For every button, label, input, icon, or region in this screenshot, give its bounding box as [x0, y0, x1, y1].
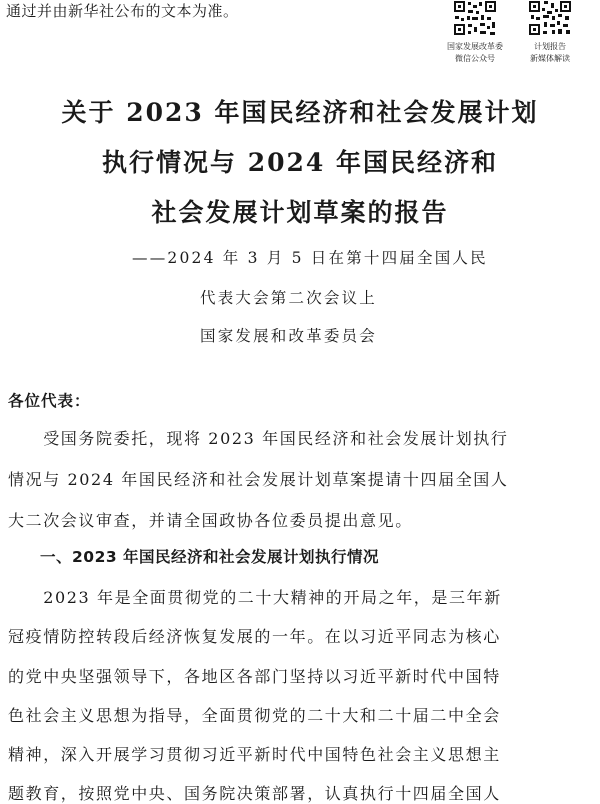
report-title-line: 关于 2023 年国民经济和社会发展计划 [61, 98, 539, 127]
report-subtitle-line: 代表大会第二次会议上 [200, 289, 378, 307]
section-paragraph-line: 题教育，按照党中央、国务院决策部署，认真执行十四届全国人 [8, 784, 501, 803]
intro-paragraph-line: 受国务院委托，现将 2023 年国民经济和社会发展计划执行 [8, 429, 509, 448]
report-subtitle-line: ——2024 年 3 月 5 日在第十四届全国人民 [132, 249, 488, 267]
intro-paragraph-line: 大二次会议审查，并请全国政协各位委员提出意见。 [8, 511, 413, 530]
qr-caption-line: 计划报告 [534, 42, 566, 51]
section-paragraph-line: 精神，深入开展学习贯彻习近平新时代中国特色社会主义思想主 [8, 745, 501, 764]
qr-caption-line: 新媒体解读 [530, 54, 570, 63]
section-paragraph-line: 色社会主义思想为指导，全面贯彻党的二十大和二十届二中全会 [8, 706, 501, 725]
qr-code-icon [528, 0, 572, 36]
section-paragraph-line: 的党中央坚强领导下，各地区各部门坚持以习近平新时代中国特 [8, 667, 501, 686]
greeting: 各位代表： [8, 392, 91, 410]
qr-caption-line: 微信公众号 [455, 54, 495, 63]
qr-caption-line: 国家发展改革委 [447, 42, 503, 51]
report-issuer: 国家发展和改革委员会 [200, 327, 378, 345]
top-note: 通过并由新华社公布的文本为准。 [6, 2, 239, 20]
section-heading: 一、2023 年国民经济和社会发展计划执行情况 [40, 548, 380, 566]
qr-code-icon [453, 0, 497, 36]
report-title-line: 执行情况与 2024 年国民经济和 [102, 148, 498, 177]
qr-block-ndrc-wechat [443, 0, 507, 64]
section-paragraph-line: 2023 年是全面贯彻党的二十大精神的开局之年，是三年新 [8, 588, 502, 607]
qr-block-report-interpretation [518, 0, 582, 64]
report-title-line: 社会发展计划草案的报告 [151, 198, 449, 227]
intro-paragraph-line: 情况与 2024 年国民经济和社会发展计划草案提请十四届全国人 [8, 470, 509, 489]
section-paragraph-line: 冠疫情防控转段后经济恢复发展的一年。在以习近平同志为核心 [8, 627, 501, 646]
